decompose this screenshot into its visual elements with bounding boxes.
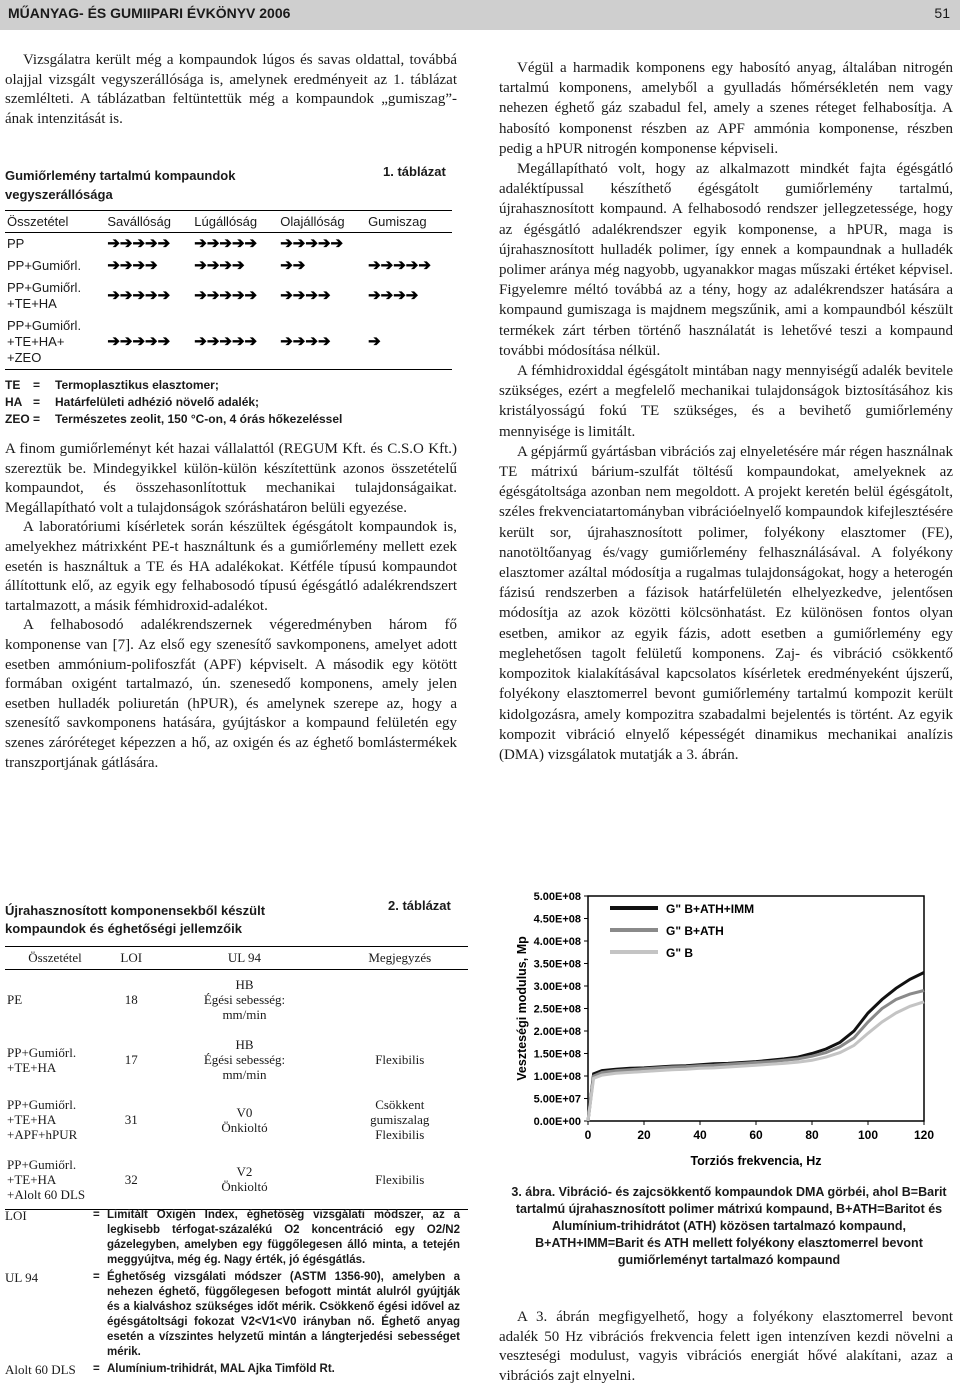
table2-note: Flexibilis — [375, 1052, 425, 1067]
table2-title: Újrahasznosított komponensekből készült kompaundok és éghetőségi jellemzőik — [5, 903, 266, 936]
rating-arrows: ➔➔➔➔➔ — [105, 315, 192, 370]
legend-eq: = — [33, 412, 41, 426]
legend-row — [5, 394, 452, 411]
table2-ul94: HB Égési sebesség: mm/min — [203, 977, 286, 1023]
legend-value: Határfelületi adhézió növelő adalék; — [55, 395, 260, 409]
right-column-top-text — [499, 58, 953, 765]
legend-key: TE — [5, 378, 21, 392]
paragraph: A 3. ábrán megfigyelhető, hogy a folyékony elasztomerrel bevont adalék 50 Hz vibrációs frekvencia felett igen intenzíven kezdi növelni a veszteségi modulust, vagyis vibrációs energiát hővé alakítani, azaz a vibrációs zajt elnyelni. — [499, 1309, 953, 1384]
table-row — [5, 1090, 468, 1150]
legend-row — [5, 1270, 460, 1360]
legend-key: Alolt 60 DLS — [5, 1362, 76, 1377]
legend-row — [5, 411, 452, 428]
legend-value: Éghetőség vizsgálati módszer (ASTM 1356-90), amelyben a nehezen éghető, függőlegesen befogott mintát alulról gyújtják és a kialváshoz szükséges időt mérik. Csökkenő égési idővel az égésgátoltsági fokozat V2<V1<V0 irányban nő. Éghető anyag esetén a vízszintes helyzetű mintán a lángterjedési sebességet mérik. — [107, 1271, 460, 1358]
y-axis-label: Veszteségi modulus, Mp — [515, 936, 529, 1081]
table1-header-cell: Savállóság — [105, 211, 192, 233]
left-column-mid-text — [5, 440, 457, 773]
legend-key: UL 94 — [5, 1270, 39, 1285]
rating-arrows: ➔➔➔➔ — [280, 287, 331, 304]
table-row — [5, 233, 452, 256]
y-tick-label: 2.00E+08 — [533, 1026, 581, 1038]
table2-ul94: HB Égési sebesség: mm/min — [203, 1037, 286, 1082]
table-row — [5, 255, 452, 277]
paragraph: A laboratóriumi kísérletek során készültek égésgátolt kompaundok is, amelyekhez mátrixként PE-t használtunk és a gumiőrlemény mellett ezek esetén is használtuk a TE és HA adalékokat. Kétféle típusú kompaundot állítottunk elő, az egyik egy felhabosodó típusú égésgátló adalékrendszert tartalmazott, a másik fémhidroxid-adalékot. — [5, 519, 457, 614]
legend-value: Természetes zeolit, 150 °C-on, 4 órás hőkezeléssel — [55, 412, 343, 426]
page-number: 51 — [934, 5, 950, 21]
y-tick-label: 1.00E+08 — [533, 1071, 581, 1083]
table2-note — [332, 970, 468, 1030]
rating-arrows: ➔➔➔➔➔ — [368, 257, 431, 274]
y-tick-label: 3.00E+08 — [533, 981, 581, 993]
y-tick-label: 5.00E+08 — [533, 891, 581, 903]
x-tick-label: 80 — [805, 1128, 819, 1142]
rating-arrows: ➔ — [366, 315, 452, 370]
x-tick-label: 0 — [584, 1128, 592, 1142]
table2-note: Csökkent gumiszalag Flexibilis — [370, 1097, 430, 1142]
table2-loi: 17 — [124, 1052, 138, 1067]
y-tick-label: 3.50E+08 — [533, 958, 581, 971]
rating-arrows: ➔➔➔➔ — [278, 315, 366, 370]
table2-legend — [5, 1208, 460, 1377]
legend-key: LOI — [5, 1208, 27, 1223]
y-tick-label: 5.00E+07 — [533, 1093, 581, 1106]
table2-note: Flexibilis — [332, 1150, 468, 1210]
paragraph: Végül a harmadik komponens egy habosító anyag, általában nitrogén tartalmú komponens, amelyből a gyulladás hőmérsékletén nem vagy nehezen éghető gáz szabadul fel, amely a szenes réteget felhabosítja. A habosító komponenst részben az APF ammónia komponense, részben pedig a hPUR nitrogén komponense képviseli. — [499, 60, 953, 157]
rating-arrows: ➔➔ — [280, 257, 306, 274]
rating-arrows: ➔➔➔➔➔ — [192, 315, 278, 370]
rating-arrows: ➔➔➔➔➔ — [280, 235, 344, 252]
table1-row-label: PP — [7, 236, 25, 251]
table2-composition: PE — [7, 992, 23, 1008]
legend-key: HA — [5, 395, 23, 409]
table1-header-cell: Gumiszag — [366, 211, 452, 233]
table1-header-cell: Összetétel — [5, 211, 105, 233]
legend-eq: = — [93, 1363, 100, 1375]
table2-loi: 31 — [124, 1112, 138, 1127]
table1-header-cell: Lúgállóság — [192, 211, 278, 233]
legend-eq: = — [93, 1209, 100, 1221]
legend-eq: = — [33, 378, 41, 392]
right-column-bottom-text — [499, 1308, 953, 1386]
table-row — [5, 315, 452, 370]
table-row — [5, 1030, 468, 1090]
table2 — [5, 946, 468, 1210]
rating-arrows: ➔➔➔➔➔ — [107, 235, 171, 252]
table2-ul94: V0 Önkioltó — [221, 1104, 268, 1135]
table2-composition: PP+Gumiőrl. +TE+HA — [7, 1044, 77, 1075]
y-tick-label: 1.50E+08 — [533, 1048, 581, 1061]
journal-title: MŰANYAG- ÉS GUMIIPARI ÉVKÖNYV 2006 — [8, 5, 291, 21]
rating-arrows: ➔➔➔➔ — [368, 287, 419, 304]
y-tick-label: 4.00E+08 — [533, 936, 581, 948]
rating-arrows: ➔➔➔➔➔ — [107, 287, 171, 304]
table2-header-cell: Megjegyzés — [332, 947, 468, 970]
running-header — [0, 0, 960, 30]
y-tick-label: 2.50E+08 — [533, 1003, 581, 1016]
legend-row — [5, 1208, 460, 1268]
table-row — [5, 1150, 468, 1210]
x-tick-label: 120 — [913, 1128, 935, 1142]
paragraph: Megállapítható volt, hogy az alkalmazott mindkét fajta égésgátló adaléktípussal készíthető égésgátolt gumiőrlemény tartalmú, újrahasznosított kompaund. A felhabosodó rendszer jellegzetessége, hogy az égésgátló adalékrendszer egyik komponense, a hPUR, maga is újrahasznosított hulladék polimer, így ennek a kompaundnak a hulladék polimer aránya még nagyobb, ugyanakkor magas műszaki értéket képvisel. Figyelemre méltó továbbá az a tény, hogy az adalékrendszer hatására a kompaund gumiszaga is majdnem megszűnik, ami a kompaundból készült termékek zárt térben történő használatát is lehetővé teszi a kompaund további módosítása nélkül. — [499, 161, 953, 359]
table2-header-row — [5, 947, 468, 970]
x-tick-label: 100 — [857, 1128, 879, 1142]
legend-row — [5, 377, 452, 394]
paragraph: A gépjármű gyártásban vibrációs zaj elnyeletésére már régen használnak TE mátrixú bárium-szulfát töltésű kompaundokat, amelyeknek az égésgátoltsága azonban nem megoldott. A projekt keretén belül égésgátolt, széles frekvenciatartományban vibrációelnyelő kompaundok kifejlesztésére került sor, újrahasznosított polimer, folyékony elasztomer (FE), nanotöltőanyag és/vagy gumiőrlemény felhasználásával. A folyékony elasztomer azáltal módosítja a rugalmas tulajdonságokat, hogy a heterogén fázisú rendszerben a fázisok határfelületén elhelyezkedve, jelentősen módosítja az azok közötti kölcsönhatást. Ez különösen fontos olyan esetben, amikor az egyik fázis, adott esetben a gumiőrlemény egy meglehetősen tagolt felületű komponens. Zaj- és vibráció csökkentő kompozitok kialakításával kapcsolatos kísérletek eredményeként újszerű, folyékony elasztomerrel bevont gumiőrlemény tartalmú kompozit került kidolgozásra, amely kompozitra szabadalmi bejelentés is történt. Az egyik kompozit vibráció elnyelő képességét dinamikus mechanikai analízis (DMA) vizsgálatok mutatják a 3. ábrán. — [499, 443, 953, 763]
legend-value: Limitált Oxigén Index, éghetőség vizsgálati módszer, az a legkisebb térfogat-százalékú O2 koncentráció egy O2/N2 gázelegyben, amelyben egy függőlegesen álló minta, a tetején meggyújtva, még ég. Nagy érték, jó égésgátlás. — [107, 1209, 460, 1266]
legend-eq: = — [93, 1271, 100, 1283]
paragraph: A felhabosodó adalékrendszernek végeredményben három fő komponense van [7]. Az első egy szenesítő savkomponens, amelyet adott esetben ammónium-polifoszfát (APF) képviselt. A második egy kötött formában oxigént tartalmazó, ún. szenesedő komponens, amely jelen esetben hulladék poliuretán (hPUR), és amelynek szerepe az, hogy a szenesítő savkomponens hatására, gyújtáskor a kompaund felületén egy szenes záróréteget képezzen a hő, az oxigén és az éghető bomlástermékek transzportjának gátlására. — [5, 617, 457, 771]
legend-value: Alumínium-trihidrát, MAL Ajka Timföld Rt. — [107, 1363, 335, 1375]
left-column-top-text — [5, 51, 457, 129]
paragraph: A finom gumiőrleményt két hazai vállalattól (REGUM Kft. és C.S.O Kft.) szereztük be. Mindegyikkel külön-külön készítettünk azonos összetételű kompaundot, és összehasonlítottuk mechanikai tulajdonságaikat. Megállapítható volt a tulajdonságok szóráshatáron belüli egyezése. — [5, 441, 457, 516]
table1-row-label: PP+Gumiőrl. +TE+HA — [7, 280, 82, 311]
rating-arrows: ➔➔➔➔ — [194, 257, 245, 274]
table-row — [5, 277, 452, 315]
table2-loi: 32 — [105, 1150, 157, 1210]
table-row — [5, 970, 468, 1030]
table2-header-cell: Összetétel — [5, 947, 105, 970]
rating-arrows — [366, 233, 452, 256]
rating-arrows: ➔➔➔➔➔ — [194, 235, 258, 252]
legend-row — [5, 1362, 460, 1377]
paragraph: A fémhidroxiddal égésgátolt mintában nagy mennyiségű adalék bevitele szükséges, ezért a megfelelő mechanikai tulajdonságok biztosításához kis kristályosságú fokú TE szükséges, és a bevihető gumiőrlemény mennyisége is limitált. — [499, 363, 953, 440]
table2-header-cell: LOI — [105, 947, 157, 970]
y-tick-label: 4.50E+08 — [533, 913, 581, 926]
legend-key: ZEO — [5, 412, 30, 426]
x-axis-label: Torziós frekvencia, Hz — [690, 1154, 822, 1168]
table1-row-label: PP+Gumiőrl. — [7, 258, 82, 273]
legend-label: G" B — [666, 946, 694, 960]
table1-row-label: PP+Gumiőrl. +TE+HA+ +ZEO — [5, 315, 105, 370]
table1 — [5, 210, 452, 370]
rating-arrows: ➔➔➔➔ — [107, 257, 158, 274]
legend-value: Termoplasztikus elasztomer; — [55, 378, 219, 392]
legend-label: G" B+ATH — [666, 924, 724, 938]
table2-composition: PP+Gumiőrl. +TE+HA +APF+hPUR — [7, 1097, 78, 1142]
y-tick-label: 0.00E+00 — [533, 1116, 581, 1128]
table2-header-cell: UL 94 — [157, 947, 331, 970]
table1-number: 1. táblázat — [383, 164, 446, 179]
table1-legend — [5, 377, 452, 428]
rating-arrows: ➔➔➔➔➔ — [194, 287, 258, 304]
table2-ul94: V2 Önkioltó — [157, 1150, 331, 1210]
table1-header-row — [5, 211, 452, 233]
legend-eq: = — [33, 395, 41, 409]
table2-number: 2. táblázat — [388, 898, 451, 913]
table2-loi: 18 — [124, 992, 138, 1008]
figure3-caption: 3. ábra. Vibráció- és zajcsökkentő kompaundok DMA görbéi, ahol B=Barit tartalmú újrahasznosított polimer mátrixú kompaund, B+ATH=Baritot és Alumínium-trihidrátot (ATH) közösen tartalmazó kompaund, B+ATH+IMM=Barit és ATH mellett folyékony elasztomerrel bevont gumiőrleményt tartalmazó kompaund — [511, 1185, 947, 1267]
table2-composition: PP+Gumiőrl. +TE+HA +Alolt 60 DLS — [5, 1150, 105, 1210]
x-tick-label: 40 — [693, 1128, 707, 1142]
x-tick-label: 20 — [637, 1128, 651, 1142]
legend-label: G" B+ATH+IMM — [666, 902, 755, 916]
paragraph: Vizsgálatra került még a kompaundok lúgos és savas oldattal, továbbá olajjal vizsgált vegyszerállósága is, amelynek eredményeit az 1. táblázat szemlélteti. A táblázatban feltüntettük még a kompaundok „gumiszag”-ának intenzitását is. — [5, 52, 457, 127]
table1-title: Gumiőrlemény tartalmú kompaundok vegyszerállósága — [5, 168, 236, 202]
dma-chart — [510, 886, 960, 1176]
table1-header-cell: Olajállóság — [278, 211, 366, 233]
x-tick-label: 60 — [749, 1128, 763, 1142]
